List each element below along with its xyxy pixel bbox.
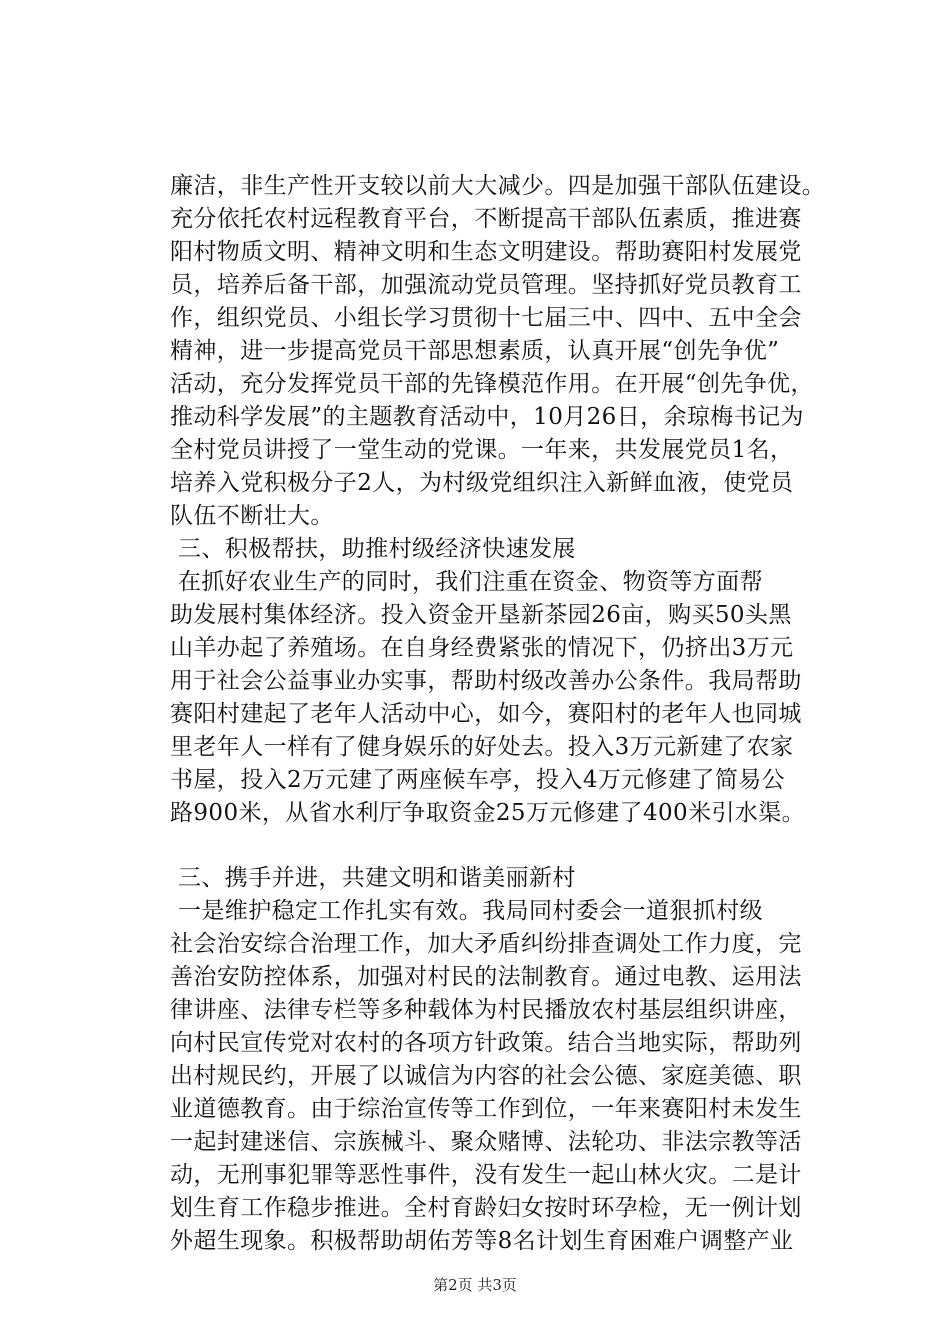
text-line: 廉洁，非生产性开支较以前大大减少。四是加强干部队伍建设。	[170, 173, 826, 199]
text-line: 助发展村集体经济。投入资金开垦新茶园26亩，购买50头黑	[170, 602, 792, 628]
text-line: 向村民宣传党对农村的各项方针政策。结合当地实际，帮助列	[170, 1030, 802, 1056]
text-line: 培养入党积极分子2人，为村级党组织注入新鲜血液，使党员	[170, 470, 794, 496]
text-line: 律讲座、法律专栏等多种载体为村民播放农村基层组织讲座，	[170, 997, 802, 1023]
text-line: 充分依托农村远程教育平台，不断提高干部队伍素质，推进赛	[170, 206, 802, 232]
page-number: 第2页 共3页	[433, 1276, 517, 1294]
text-line: 在抓好农业生产的同时，我们注重在资金、物资等方面帮	[178, 569, 763, 595]
text-line: 社会治安综合治理工作，加大矛盾纠纷排查调处工作力度，完	[170, 931, 802, 957]
text-line: 全村党员讲授了一堂生动的党课。一年来，共发展党员1名，	[170, 437, 794, 463]
text-line: 精神，进一步提高党员干部思想素质，认真开展“创先争优”	[170, 338, 780, 364]
text-line: 一是维护稳定工作扎实有效。我局同村委会一道狠抓村级	[178, 898, 763, 924]
text-line: 员，培养后备干部，加强流动党员管理。坚持抓好党员教育工	[170, 272, 802, 298]
text-line: 路900米，从省水利厅争取资金25万元修建了400米引水渠。	[170, 800, 806, 826]
text-line: 划生育工作稳步推进。全村育龄妇女按时环孕检，无一例计划	[170, 1195, 802, 1221]
text-line: 动，无刑事犯罪等恶性事件，没有发生一起山林火灾。二是计	[170, 1162, 802, 1188]
text-line: 活动，充分发挥党员干部的先锋模范作用。在开展“创先争优，	[170, 371, 814, 397]
text-line: 作，组织党员、小组长学习贯彻十七届三中、四中、五中全会	[170, 305, 802, 331]
text-line: 队伍不断壮大。	[170, 503, 334, 529]
text-line: 一起封建迷信、宗族械斗、聚众赌博、法轮功、非法宗教等活	[170, 1129, 802, 1155]
text-line: 书屋，投入2万元建了两座候车亭，投入4万元修建了简易公	[170, 767, 786, 793]
section-heading: 三、携手并进，共建文明和谐美丽新村	[178, 865, 576, 891]
text-line: 用于社会公益事业办实事，帮助村级改善办公条件。我局帮助	[170, 668, 802, 694]
text-line: 善治安防控体系，加强对村民的法制教育。通过电教、运用法	[170, 964, 802, 990]
text-line: 外超生现象。积极帮助胡佑芳等8名计划生育困难户调整产业	[170, 1228, 794, 1254]
section-heading: 三、积极帮扶，助推村级经济快速发展	[178, 536, 576, 562]
text-line: 业道德教育。由于综治宣传等工作到位，一年来赛阳村未发生	[170, 1096, 802, 1122]
text-line: 出村规民约，开展了以诚信为内容的社会公德、家庭美德、职	[170, 1063, 802, 1089]
text-line: 阳村物质文明、精神文明和生态文明建设。帮助赛阳村发展党	[170, 239, 802, 265]
text-line: 山羊办起了养殖场。在自身经费紧张的情况下，仍挤出3万元	[170, 635, 794, 661]
text-line: 推动科学发展”的主题教育活动中，10月26日，余琼梅书记为	[170, 404, 804, 430]
text-line: 里老年人一样有了健身娱乐的好处去。投入3万元新建了农家	[170, 734, 794, 760]
text-line: 赛阳村建起了老年人活动中心，如今，赛阳村的老年人也同城	[170, 701, 802, 727]
